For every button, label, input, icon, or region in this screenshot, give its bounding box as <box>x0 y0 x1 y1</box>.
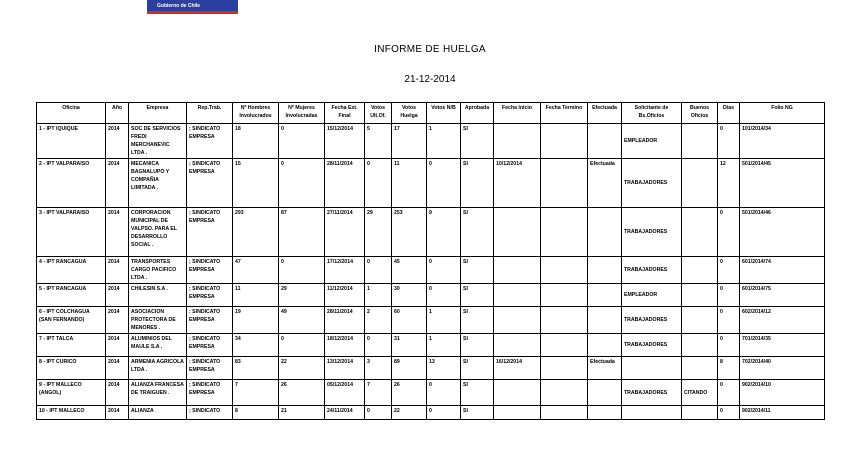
cell-votos-nb: 0 <box>427 284 461 307</box>
table-row <box>37 334 825 357</box>
table-row <box>37 406 825 420</box>
table-row <box>37 257 825 284</box>
cell-votos-ult: 7 <box>365 380 392 406</box>
report-date: 21-12-2014 <box>404 74 456 85</box>
cell-aprobada: SI <box>461 159 494 208</box>
cell-folio: 902/2014/11 <box>740 406 825 420</box>
cell-fecha-ext: 24/11/2014 <box>325 406 365 420</box>
cell-fecha-inicio <box>494 334 541 357</box>
cell-oficina: 4 - IPT RANCAGUA <box>37 257 106 284</box>
table-row <box>37 357 825 380</box>
cell-fecha-ext: 28/11/2014 <box>325 307 365 334</box>
cell-oficina: 10 - IPT MALLECO <box>37 406 106 420</box>
cell-dias: 12 <box>718 159 740 208</box>
cell-hombres: 83 <box>233 357 279 380</box>
cell-folio: 602/2014/12 <box>740 307 825 334</box>
cell-hombres: 7 <box>233 380 279 406</box>
cell-mujeres: 21 <box>279 406 325 420</box>
cell-rep: ; SINDICATO EMPRESA <box>187 284 233 307</box>
cell-votos-ult: 2 <box>365 307 392 334</box>
report-title: INFORME DE HUELGA <box>374 44 486 55</box>
cell-rep: ; SINDICATO EMPRESA <box>187 334 233 357</box>
cell-mujeres: 26 <box>279 380 325 406</box>
cell-oficina: 1 - IPT IQUIQUE <box>37 124 106 159</box>
cell-efectuada <box>588 124 622 159</box>
cell-votos-huelga: 253 <box>392 208 427 257</box>
cell-empresa: SOC DE SERVICIOS FREDI MERCHANEVIC LTDA . <box>129 124 187 159</box>
cell-buenos <box>682 159 718 208</box>
table-row <box>37 159 825 208</box>
table-row <box>37 208 825 257</box>
cell-empresa: ALIANZA FRANCESA DE TRAIGUEN . <box>129 380 187 406</box>
cell-efectuada: Efectuada <box>588 357 622 380</box>
cell-efectuada <box>588 380 622 406</box>
cell-hombres: 47 <box>233 257 279 284</box>
cell-solicitante: TRABAJADORES <box>622 208 682 257</box>
cell-solicitante: EMPLEADOR <box>622 124 682 159</box>
cell-fecha-termino <box>541 284 588 307</box>
cell-votos-ult: 5 <box>365 124 392 159</box>
cell-mujeres: 49 <box>279 307 325 334</box>
cell-buenos <box>682 334 718 357</box>
cell-votos-ult: 0 <box>365 334 392 357</box>
cell-votos-nb: 1 <box>427 307 461 334</box>
cell-oficina: 8 - IPT CURICO <box>37 357 106 380</box>
cell-folio: 701/2014/35 <box>740 334 825 357</box>
cell-dias: 0 <box>718 257 740 284</box>
cell-fecha-termino <box>541 208 588 257</box>
cell-buenos <box>682 307 718 334</box>
cell-fecha-ext: 13/12/2014 <box>325 357 365 380</box>
cell-aprobada: SI <box>461 284 494 307</box>
cell-fecha-inicio <box>494 208 541 257</box>
cell-rep: ; SINDICATO EMPRESA <box>187 208 233 257</box>
cell-votos-ult: 0 <box>365 406 392 420</box>
cell-anio: 2014 <box>106 357 129 380</box>
cell-empresa: MECANICA BAGNALUPO Y COMPAÑIA LIMITADA . <box>129 159 187 208</box>
column-header: Nº Hombres Involucrados <box>233 103 279 124</box>
cell-buenos <box>682 406 718 420</box>
cell-fecha-termino <box>541 257 588 284</box>
cell-folio: 601/2014/75 <box>740 284 825 307</box>
cell-votos-nb: 0 <box>427 380 461 406</box>
cell-aprobada: SI <box>461 307 494 334</box>
cell-fecha-inicio: 10/12/2014 <box>494 159 541 208</box>
cell-votos-huelga: 60 <box>392 307 427 334</box>
cell-folio: 601/2014/74 <box>740 257 825 284</box>
cell-fecha-termino <box>541 159 588 208</box>
cell-empresa: ALUMINIOS DEL MAULE S.A . <box>129 334 187 357</box>
column-header: Fecha Ext. Final <box>325 103 365 124</box>
cell-oficina: 3 - IPT VALPARAISO <box>37 208 106 257</box>
cell-anio: 2014 <box>106 380 129 406</box>
column-header: Votos Huelga <box>392 103 427 124</box>
cell-fecha-termino <box>541 124 588 159</box>
cell-buenos <box>682 257 718 284</box>
cell-aprobada: SI <box>461 380 494 406</box>
logo-text: Gobierno de Chile <box>157 3 201 9</box>
cell-folio: 101/2014/34 <box>740 124 825 159</box>
cell-oficina: 7 - IPT TALCA <box>37 334 106 357</box>
cell-empresa: ALIANZA <box>129 406 187 420</box>
cell-fecha-ext: 17/12/2014 <box>325 257 365 284</box>
column-header: Aprobada <box>461 103 494 124</box>
cell-oficina: 6 - IPT COLCHAGUA (SAN FERNANDO) <box>37 307 106 334</box>
cell-hombres: 18 <box>233 124 279 159</box>
cell-buenos <box>682 208 718 257</box>
cell-fecha-termino <box>541 307 588 334</box>
table-row <box>37 124 825 159</box>
cell-votos-nb: 0 <box>427 257 461 284</box>
cell-fecha-inicio <box>494 307 541 334</box>
cell-empresa: TRANSPORTES CARGO PACIFICO LTDA . <box>129 257 187 284</box>
cell-mujeres: 29 <box>279 284 325 307</box>
cell-mujeres: 0 <box>279 334 325 357</box>
cell-buenos <box>682 357 718 380</box>
cell-solicitante: TRABAJADORES <box>622 334 682 357</box>
cell-efectuada <box>588 208 622 257</box>
cell-fecha-termino <box>541 334 588 357</box>
cell-rep: ; SINDICATO EMPRESA <box>187 257 233 284</box>
cell-fecha-inicio <box>494 257 541 284</box>
cell-rep: ; SINDICATO EMPRESA <box>187 357 233 380</box>
cell-votos-huelga: 31 <box>392 334 427 357</box>
column-header: Buenos Oficios <box>682 103 718 124</box>
cell-mujeres: 0 <box>279 124 325 159</box>
cell-buenos <box>682 284 718 307</box>
cell-votos-huelga: 30 <box>392 284 427 307</box>
cell-anio: 2014 <box>106 307 129 334</box>
cell-aprobada: SI <box>461 124 494 159</box>
column-header: Fecha Termino <box>541 103 588 124</box>
cell-fecha-inicio <box>494 406 541 420</box>
cell-buenos: CITANDO <box>682 380 718 406</box>
cell-oficina: 9 - IPT MALLECO (ANGOL) <box>37 380 106 406</box>
cell-empresa: CORPORACION MUNICIPAL DE VALPSO. PARA EL DESARROLLO SOCIAL . <box>129 208 187 257</box>
cell-fecha-ext: 18/12/2014 <box>325 334 365 357</box>
table-header-row <box>37 103 825 124</box>
cell-solicitante: TRABAJADORES <box>622 380 682 406</box>
cell-votos-ult: 0 <box>365 159 392 208</box>
cell-rep: ; SINDICATO EMPRESA <box>187 380 233 406</box>
cell-solicitante: EMPLEADOR <box>622 284 682 307</box>
cell-votos-nb: 9 <box>427 208 461 257</box>
cell-hombres: 8 <box>233 406 279 420</box>
cell-mujeres: 87 <box>279 208 325 257</box>
cell-votos-huelga: 17 <box>392 124 427 159</box>
cell-fecha-ext: 05/12/2014 <box>325 380 365 406</box>
cell-votos-ult: 1 <box>365 284 392 307</box>
cell-buenos <box>682 124 718 159</box>
cell-votos-nb: 1 <box>427 334 461 357</box>
logo-red-stripe <box>147 11 238 14</box>
cell-votos-huelga: 26 <box>392 380 427 406</box>
cell-aprobada: SI <box>461 357 494 380</box>
cell-empresa: ARMENIA AGRICOLA LTDA . <box>129 357 187 380</box>
cell-folio: 902/2014/10 <box>740 380 825 406</box>
cell-votos-huelga: 11 <box>392 159 427 208</box>
cell-hombres: 11 <box>233 284 279 307</box>
cell-votos-ult: 0 <box>365 257 392 284</box>
cell-votos-ult: 29 <box>365 208 392 257</box>
cell-efectuada: Efectuada <box>588 159 622 208</box>
cell-votos-huelga: 45 <box>392 257 427 284</box>
cell-dias: 0 <box>718 380 740 406</box>
cell-solicitante: TRABAJADORES <box>622 159 682 208</box>
cell-votos-nb: 0 <box>427 406 461 420</box>
cell-anio: 2014 <box>106 257 129 284</box>
cell-folio: 501/2014/45 <box>740 159 825 208</box>
cell-dias: 0 <box>718 307 740 334</box>
cell-dias: 0 <box>718 124 740 159</box>
table-row <box>37 284 825 307</box>
cell-solicitante: TRABAJADORES <box>622 257 682 284</box>
cell-dias: 8 <box>718 357 740 380</box>
column-header: Oficina <box>37 103 106 124</box>
cell-dias: 0 <box>718 284 740 307</box>
cell-efectuada <box>588 307 622 334</box>
cell-rep: ; SINDICATO EMPRESA <box>187 124 233 159</box>
cell-votos-ult: 3 <box>365 357 392 380</box>
strike-report-table <box>36 102 825 420</box>
column-header: Votos Ult.Of. <box>365 103 392 124</box>
cell-rep: ; SINDICATO <box>187 406 233 420</box>
cell-fecha-ext: 11/12/2014 <box>325 284 365 307</box>
cell-anio: 2014 <box>106 284 129 307</box>
cell-oficina: 2 - IPT VALPARAISO <box>37 159 106 208</box>
cell-fecha-ext: 27/11/2014 <box>325 208 365 257</box>
column-header: Año <box>106 103 129 124</box>
cell-rep: ; SINDICATO EMPRESA <box>187 307 233 334</box>
cell-mujeres: 22 <box>279 357 325 380</box>
cell-votos-nb: 13 <box>427 357 461 380</box>
column-header: Nº Mujeres Involucradas <box>279 103 325 124</box>
cell-oficina: 5 - IPT RANCAGUA <box>37 284 106 307</box>
cell-fecha-termino <box>541 357 588 380</box>
table-row <box>37 307 825 334</box>
cell-efectuada <box>588 406 622 420</box>
cell-solicitante: TRABAJADORES <box>622 307 682 334</box>
column-header: Días <box>718 103 740 124</box>
column-header: Fecha Inicio <box>494 103 541 124</box>
cell-empresa: ASOCIACION PROTECTORA DE MENORES . <box>129 307 187 334</box>
column-header: Folio NG <box>740 103 825 124</box>
cell-fecha-ext: 15/12/2014 <box>325 124 365 159</box>
column-header: Solicitante de Bs.Oficios <box>622 103 682 124</box>
cell-fecha-inicio <box>494 380 541 406</box>
cell-rep: ; SINDICATO EMPRESA <box>187 159 233 208</box>
cell-aprobada: SI <box>461 334 494 357</box>
cell-hombres: 34 <box>233 334 279 357</box>
column-header: Votos N/B <box>427 103 461 124</box>
cell-anio: 2014 <box>106 124 129 159</box>
cell-efectuada <box>588 284 622 307</box>
cell-anio: 2014 <box>106 159 129 208</box>
cell-fecha-inicio: 16/12/2014 <box>494 357 541 380</box>
cell-solicitante <box>622 357 682 380</box>
cell-folio: 501/2014/46 <box>740 208 825 257</box>
cell-dias: 0 <box>718 334 740 357</box>
cell-votos-nb: 1 <box>427 124 461 159</box>
cell-hombres: 293 <box>233 208 279 257</box>
cell-fecha-inicio <box>494 124 541 159</box>
column-header: Empresa <box>129 103 187 124</box>
gobierno-logo <box>147 0 238 14</box>
cell-solicitante <box>622 406 682 420</box>
cell-efectuada <box>588 334 622 357</box>
cell-hombres: 19 <box>233 307 279 334</box>
cell-dias: 0 <box>718 208 740 257</box>
cell-votos-huelga: 22 <box>392 406 427 420</box>
cell-votos-huelga: 89 <box>392 357 427 380</box>
cell-aprobada: SI <box>461 406 494 420</box>
cell-anio: 2014 <box>106 406 129 420</box>
cell-anio: 2014 <box>106 334 129 357</box>
cell-folio: 702/2014/40 <box>740 357 825 380</box>
cell-hombres: 15 <box>233 159 279 208</box>
cell-mujeres: 0 <box>279 257 325 284</box>
cell-votos-nb: 0 <box>427 159 461 208</box>
cell-efectuada <box>588 257 622 284</box>
cell-fecha-termino <box>541 380 588 406</box>
cell-fecha-termino <box>541 406 588 420</box>
cell-empresa: CHILESIN S.A . <box>129 284 187 307</box>
cell-fecha-inicio <box>494 284 541 307</box>
cell-anio: 2014 <box>106 208 129 257</box>
cell-fecha-ext: 28/11/2014 <box>325 159 365 208</box>
cell-mujeres: 0 <box>279 159 325 208</box>
column-header: Efectuada <box>588 103 622 124</box>
table-row <box>37 380 825 406</box>
cell-dias: 0 <box>718 406 740 420</box>
cell-aprobada: SI <box>461 208 494 257</box>
cell-aprobada: SI <box>461 257 494 284</box>
column-header: Rep.Trab. <box>187 103 233 124</box>
